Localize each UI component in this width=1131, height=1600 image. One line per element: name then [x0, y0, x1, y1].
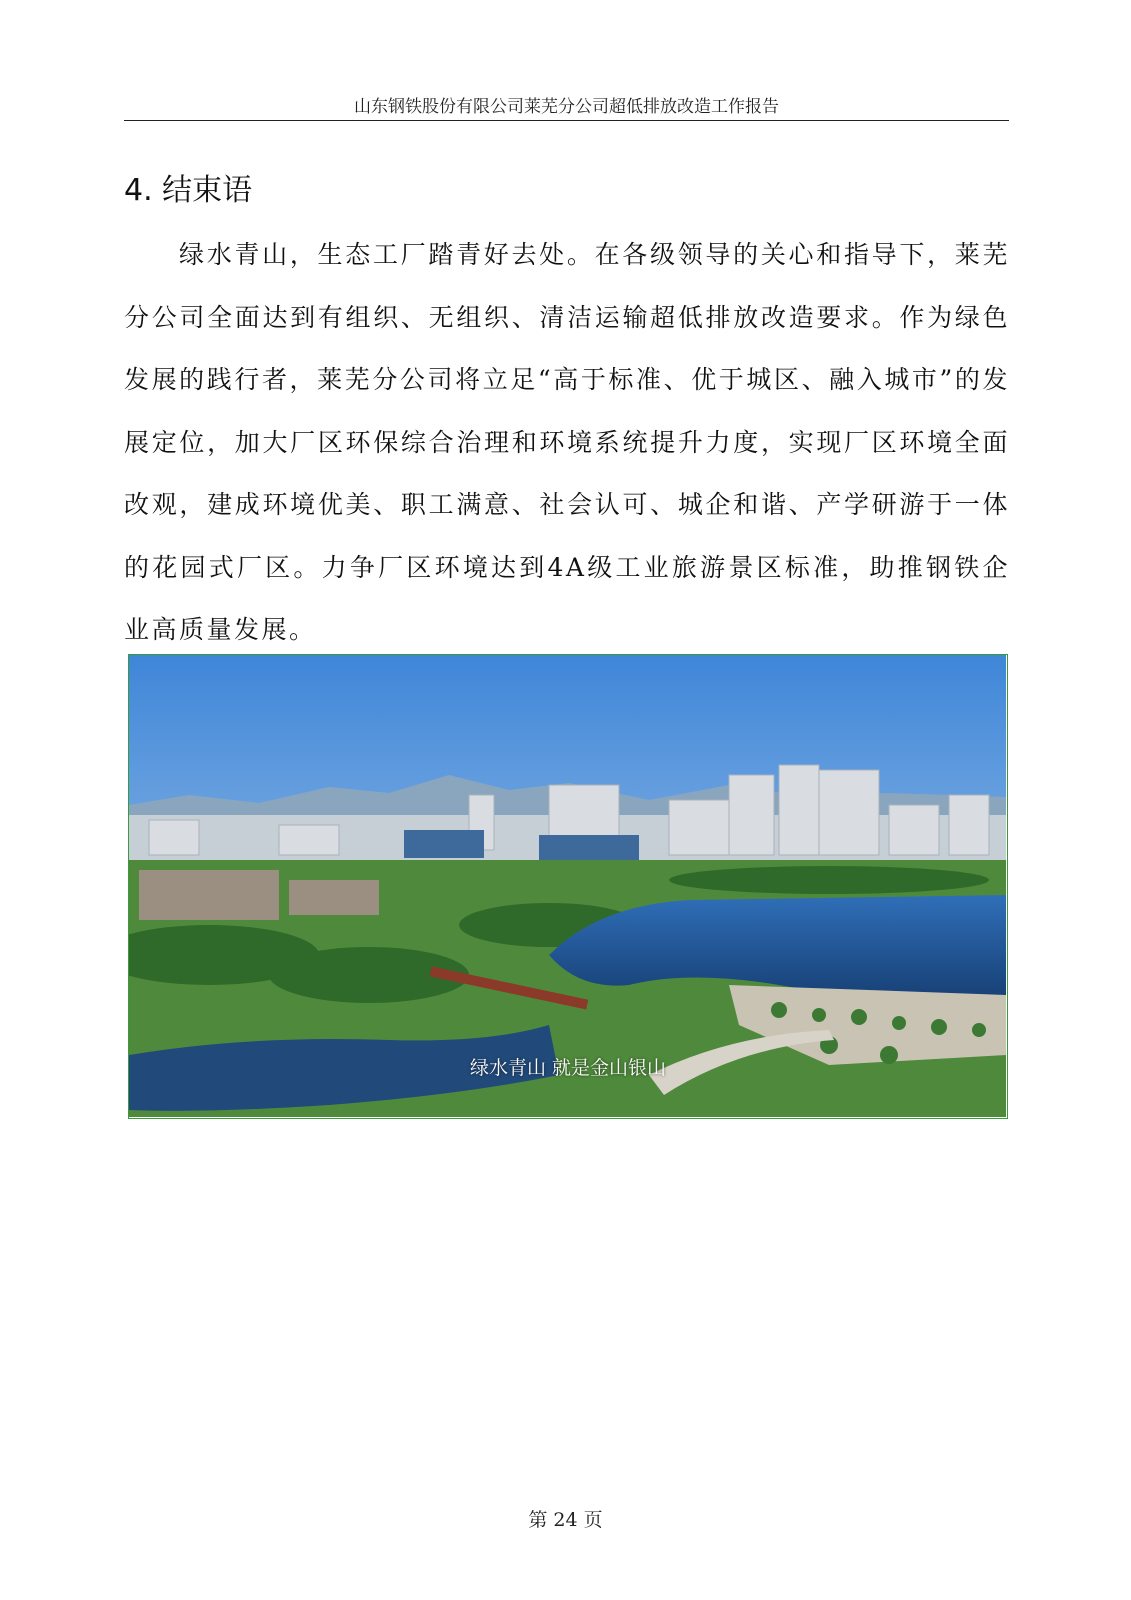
photo-illustration	[129, 655, 1006, 1117]
photo-caption: 绿水青山 就是金山银山	[469, 1057, 667, 1079]
aerial-city-photo	[128, 654, 1008, 1119]
header-divider	[124, 120, 1009, 121]
body-paragraph: 绿水青山，生态工厂踏青好去处。在各级领导的关心和指导下，莱芜分公司全面达到有组织、无组织、清洁运输超低排放改造要求。作为绿色发展的践行者，莱芜分公司将立足“高于标准、优于城区、融入城市”的发展定位，加大厂区环保综合治理和环境系统提升力度，实现厂区环境全面改观，建成环境优美、职工满意、社会认可、城企和谐、产学研游于一体的花园式厂区。力争厂区环境达到4A级工业旅游景区标准，助推钢铁企业高质量发展。	[124, 240, 1010, 644]
section-title: 4. 结束语	[124, 173, 253, 208]
page-number: 第 24 页	[528, 1509, 603, 1531]
page-header: 山东钢铁股份有限公司莱芜分公司超低排放改造工作报告	[354, 97, 779, 117]
